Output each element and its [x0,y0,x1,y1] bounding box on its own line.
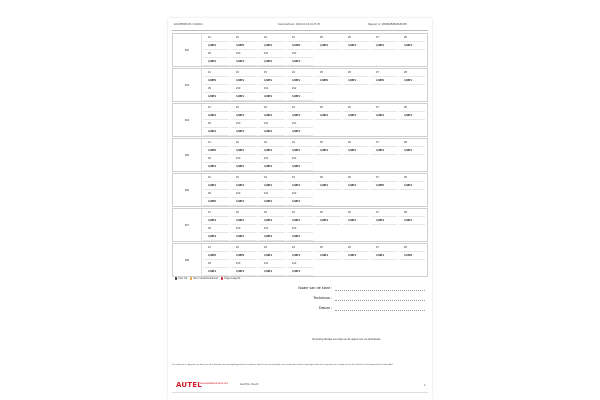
cell-label: #4 [287,139,313,147]
cell-voltage: 4,048V [287,42,313,50]
cell-label: #7 [371,139,397,147]
cell-voltage: 4,080V [203,252,229,260]
cell-voltage: 4,081V [399,77,425,85]
cell-label: #11 [259,260,285,268]
cell-label: #8 [399,209,425,217]
cell-voltage: 4,081V [203,217,229,225]
cell-voltage: 4,081V [287,93,313,101]
cell-voltage: 4,081V [259,58,285,66]
cell-voltage: 4,081V [287,58,313,66]
cell-voltage: 4,081V [287,217,313,225]
cell-voltage: 4,081V [231,163,257,171]
report-header [172,22,428,30]
cell-label: #4 [287,244,313,252]
cell-voltage: 4,080V [203,77,229,85]
cell-voltage: 4,081V [287,198,313,206]
cell-voltage: 4,081V [287,77,313,85]
cell-label: #1 [203,104,229,112]
cell-label: #4 [287,174,313,182]
cell-voltage: 4,081V [343,42,369,50]
cell-label: #1 [203,69,229,77]
cell-label: #5 [315,34,341,42]
cell-voltage: 4,081V [259,112,285,120]
cell-voltage: 4,081V [203,163,229,171]
legend-label: Niet / Nooit/Onderhoud [193,277,218,280]
cell-label: #2 [231,244,257,252]
cell-voltage: 4,081V [371,42,397,50]
cell-label: #8 [399,104,425,112]
cell-label: #7 [371,34,397,42]
cell-label: #6 [343,104,369,112]
cell-voltage: 4,081V [343,182,369,190]
legend-label: Zeer Ok [178,277,188,280]
cell-label: #11 [259,50,285,58]
cell-voltage: 4,081V [203,112,229,120]
cell-label: #7 [371,244,397,252]
cell-voltage: 4,081V [287,233,313,241]
cell-voltage: 4,048V [399,252,425,260]
cell-voltage: 4,081V [315,112,341,120]
module-label: M5 [173,139,202,171]
cell-voltage: 4,081V [231,77,257,85]
module-block [172,208,428,242]
cell-voltage: 4,081V [371,217,397,225]
footer-divider [172,392,428,393]
cell-voltage: 4,080V [203,198,229,206]
cell-label: #3 [259,34,285,42]
cell-label: #6 [343,244,369,252]
cell-label: #1 [203,174,229,182]
cell-voltage: 4,080V [231,252,257,260]
cell-voltage: 4,081V [259,252,285,260]
cell-voltage: 4,081V [287,128,313,136]
cell-voltage: 4,081V [315,217,341,225]
cell-label: #10 [231,155,257,163]
cell-voltage: 4,081V [399,112,425,120]
form-note: Opmerking: Bewaar een kopie van dit rapport voor uw administratie [312,339,381,341]
cell-voltage: 4,081V [231,147,257,155]
cell-label: #10 [231,85,257,93]
cell-label: #9 [203,260,229,268]
legend-label: Hoge/ Laag Ok [224,277,241,280]
cell-voltage: 4,081V [287,268,313,276]
cell-voltage: 4,081V [203,42,229,50]
cell-voltage: 4,081V [287,147,313,155]
cell-label: #6 [343,174,369,182]
cell-label: #9 [203,120,229,128]
module-label: M7 [173,209,202,241]
cell-label: #6 [343,34,369,42]
cell-label: #1 [203,244,229,252]
cell-label: #11 [259,225,285,233]
cell-voltage: 4,080V [203,147,229,155]
cell-voltage: 4,081V [231,93,257,101]
cell-voltage: 4,081V [203,128,229,136]
cell-label: #3 [259,69,285,77]
cell-voltage: 4,081V [399,42,425,50]
cell-voltage: 4,081V [371,147,397,155]
module-block [172,33,428,67]
cell-label: #3 [259,174,285,182]
cell-label: #8 [399,34,425,42]
cell-label: #6 [343,139,369,147]
cell-label: #12 [287,190,313,198]
cell-voltage: 4,081V [259,128,285,136]
cell-voltage: 4,081V [343,77,369,85]
cell-label: #2 [231,34,257,42]
module-block [172,68,428,102]
cell-label: #10 [231,225,257,233]
cell-label: #8 [399,139,425,147]
cell-label: #12 [287,155,313,163]
cell-voltage: 4,081V [287,252,313,260]
cell-label: #11 [259,155,285,163]
cell-label: #4 [287,209,313,217]
client-name-row [268,286,428,292]
header-timestamp: Kennzeichnen: 2023-03-16 13:47:25 [278,23,320,26]
cell-label: #1 [203,209,229,217]
cell-label: #3 [259,139,285,147]
cell-label: #6 [343,209,369,217]
cell-label: #3 [259,244,285,252]
cell-label: #9 [203,155,229,163]
cell-voltage: 4,081V [259,233,285,241]
cell-label: #8 [399,174,425,182]
cell-label: #11 [259,120,285,128]
cell-voltage: 4,081V [203,233,229,241]
cell-voltage: 4,081V [231,198,257,206]
status-legend [172,277,240,280]
cell-voltage: 4,081V [315,42,341,50]
cell-label: #10 [231,260,257,268]
header-report-number: Rapport nr: MS6M2B0825183155 [368,23,407,26]
cell-label: #5 [315,244,341,252]
cell-label: #9 [203,190,229,198]
page-number: 2 [424,384,426,387]
cell-voltage: 4,080V [371,77,397,85]
cell-voltage: 4,081V [399,147,425,155]
cell-voltage: 4,081V [259,163,285,171]
cell-voltage: 4,081V [259,42,285,50]
cell-voltage: 4,081V [259,147,285,155]
cell-voltage: 4,081V [315,252,341,260]
cell-label: #3 [259,104,285,112]
technician-field[interactable] [335,300,425,301]
cell-label: #2 [231,104,257,112]
cell-label: #2 [231,139,257,147]
cell-voltage: 4,081V [231,268,257,276]
client-name-label: Naam van de klant : [298,286,332,290]
cell-label: #4 [287,69,313,77]
cell-voltage: 4,080V [231,42,257,50]
cell-voltage: 4,081V [371,252,397,260]
cell-label: #1 [203,139,229,147]
cell-voltage: 4,081V [343,112,369,120]
cell-label: #7 [371,69,397,77]
technician-row [268,296,428,302]
module-label: M8 [173,244,202,276]
module-label: M2 [173,34,202,66]
cell-label: #12 [287,85,313,93]
cell-voltage: 4,081V [203,58,229,66]
date-field[interactable] [335,310,425,311]
cell-label: #5 [315,104,341,112]
cell-voltage: 4,081V [343,252,369,260]
header-divider [172,30,428,31]
cell-voltage: 4,081V [287,182,313,190]
cell-voltage: 4,081V [399,182,425,190]
legend-dot-icon [221,277,223,279]
cell-voltage: 4,081V [343,217,369,225]
cell-voltage: 4,081V [203,268,229,276]
date-label: Datum : [318,306,332,310]
cell-voltage: 4,081V [315,147,341,155]
module-block [172,103,428,137]
cell-voltage: 4,081V [259,217,285,225]
cell-label: #12 [287,50,313,58]
cell-label: #10 [231,120,257,128]
cell-voltage: 4,080V [315,77,341,85]
cell-label: #5 [315,209,341,217]
cell-voltage: 4,081V [231,182,257,190]
cell-label: #7 [371,174,397,182]
cell-voltage: 4,081V [343,147,369,155]
cell-label: #9 [203,50,229,58]
cell-label: #10 [231,50,257,58]
cell-label: #6 [343,69,369,77]
cell-voltage: 4,081V [259,268,285,276]
client-name-field[interactable] [335,290,425,291]
cell-label: #7 [371,104,397,112]
cell-label: #11 [259,85,285,93]
cell-voltage: 4,081V [203,93,229,101]
report-page [168,18,432,400]
technician-label: Technicus : [313,296,332,300]
cell-voltage: 4,081V [231,217,257,225]
cell-voltage: 4,080V [371,182,397,190]
cell-label: #2 [231,174,257,182]
cell-label: #8 [399,244,425,252]
cell-label: #10 [231,190,257,198]
cell-label: #4 [287,34,313,42]
cell-label: #9 [203,85,229,93]
cell-label: #5 [315,139,341,147]
cell-label: #1 [203,34,229,42]
cell-voltage: 4,081V [287,112,313,120]
cell-label: #9 [203,225,229,233]
footer-website-link[interactable]: www.autelwebservices.com [200,383,229,385]
cell-voltage: 4,081V [371,112,397,120]
module-label: M6 [173,174,202,206]
cell-voltage: 4,081V [287,163,313,171]
cell-voltage: 4,081V [231,233,257,241]
cell-voltage: 4,081V [231,58,257,66]
disclaimer-text: Dit certificaat is afgegeven op basis van de informatie van voertuig/diagnostische resultaten. Autel is niet aansprakelijk voor incidentele schade of gevolgschade als het gevolg van het gebruik van dit certificaat of het diagnostische hulpmiddel. [172,364,394,366]
module-block [172,173,428,207]
autel-logo: AUTEL [176,381,202,389]
cell-voltage: 4,081V [259,77,285,85]
cell-label: #8 [399,69,425,77]
cell-label: #3 [259,209,285,217]
cell-label: #4 [287,104,313,112]
cell-voltage: 4,081V [399,217,425,225]
cell-voltage: 4,081V [203,182,229,190]
cell-label: #12 [287,120,313,128]
module-block [172,243,428,277]
cell-voltage: 4,081V [259,198,285,206]
cell-label: #12 [287,225,313,233]
cell-voltage: 4,081V [231,128,257,136]
header-vehicle-id: ECO/BRMS 84 / 002/011 [174,23,203,26]
cell-voltage: 4,081V [259,182,285,190]
cell-label: #2 [231,69,257,77]
cell-voltage: 4,081V [231,112,257,120]
module-block [172,138,428,172]
cell-label: #12 [287,260,313,268]
cell-label: #5 [315,69,341,77]
cell-label: #5 [315,174,341,182]
date-row [268,306,428,312]
module-label: M3 [173,69,202,101]
module-label: M4 [173,104,202,136]
cell-label: #7 [371,209,397,217]
cell-voltage: 4,081V [259,93,285,101]
cell-label: #2 [231,209,257,217]
cell-voltage: 4,081V [315,182,341,190]
footer-location: Autel/Tps. Utrecht [240,384,259,386]
cell-label: #11 [259,190,285,198]
